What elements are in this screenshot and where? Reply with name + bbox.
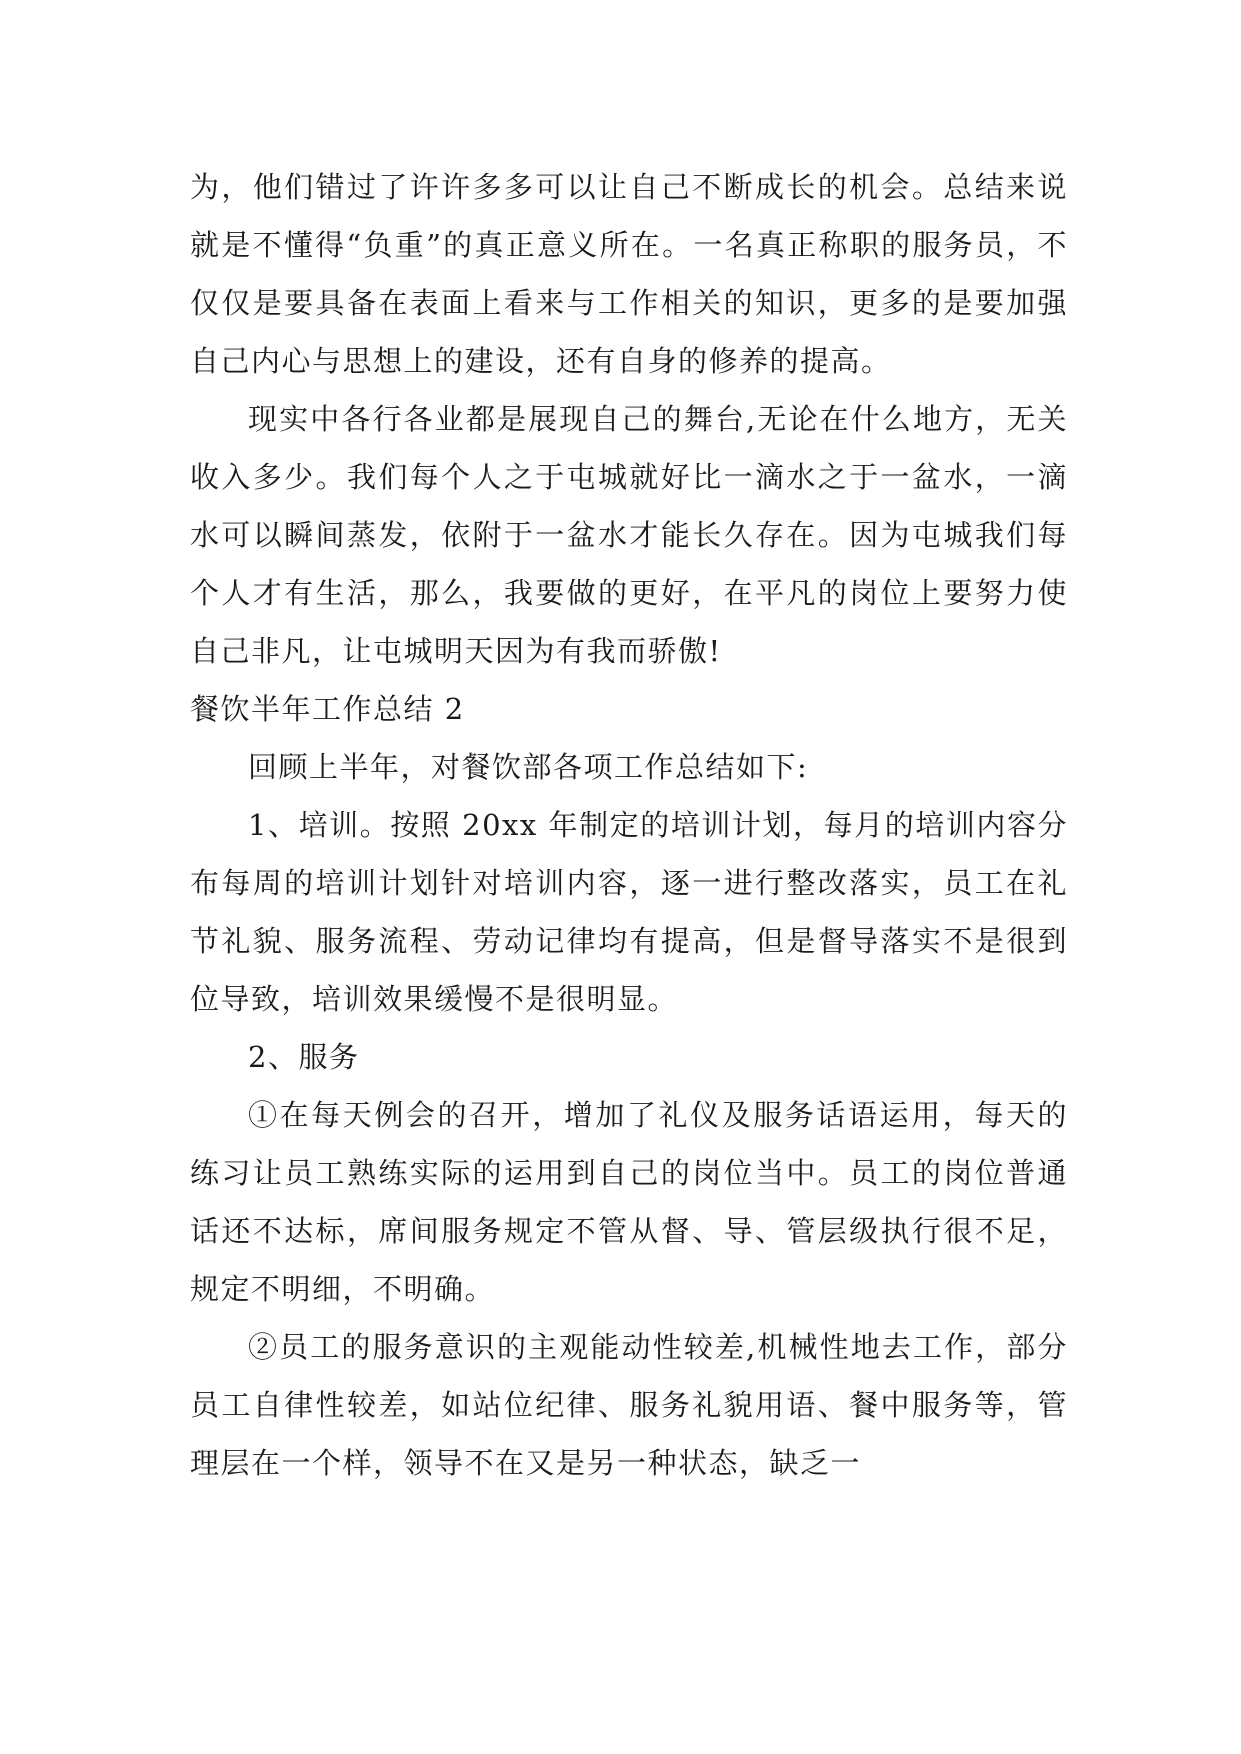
- paragraph-reality: 现实中各行各业都是展现自己的舞台,无论在什么地方，无关收入多少。我们每个人之于屯城就好比一滴水之于一盆水，一滴水可以瞬间蒸发，依附于一盆水才能长久存在。因为屯城我们每个人才有生活，那么，我要做的更好，在平凡的岗位上要努力使自己非凡，让屯城明天因为有我而骄傲!: [190, 402, 1068, 668]
- paragraph-service-point-2: ②员工的服务意识的主观能动性较差,机械性地去工作，部分员工自律性较差，如站位纪律、服务礼貌用语、餐中服务等，管理层在一个样，领导不在又是另一种状态，缺乏一: [190, 1330, 1068, 1480]
- paragraph-review-intro: 回顾上半年，对餐饮部各项工作总结如下:: [248, 750, 809, 784]
- section-heading: 餐饮半年工作总结 2: [190, 692, 465, 726]
- paragraph-continuation: 为，他们错过了许许多多可以让自己不断成长的机会。总结来说就是不懂得“负重”的真正意义所在。一名真正称职的服务员，不仅仅是要具备在表面上看来与工作相关的知识，更多的是要加强自己内心与思想上的建设，还有自身的修养的提高。: [190, 170, 1068, 378]
- paragraph-training: 1、培训。按照 20xx 年制定的培训计划，每月的培训内容分布每周的培训计划针对培训内容，逐一进行整改落实，员工在礼节礼貌、服务流程、劳动记律均有提高，但是督导落实不是很到位导致，培训效果缓慢不是很明显。: [190, 808, 1068, 1016]
- paragraph-service-point-1: ①在每天例会的召开，增加了礼仪及服务话语运用，每天的练习让员工熟练实际的运用到自己的岗位当中。员工的岗位普通话还不达标，席间服务规定不管从督、导、管层级执行很不足，规定不明细，不明确。: [190, 1098, 1068, 1306]
- paragraph-service-heading: 2、服务: [248, 1040, 360, 1074]
- document-body: [190, 158, 1068, 1492]
